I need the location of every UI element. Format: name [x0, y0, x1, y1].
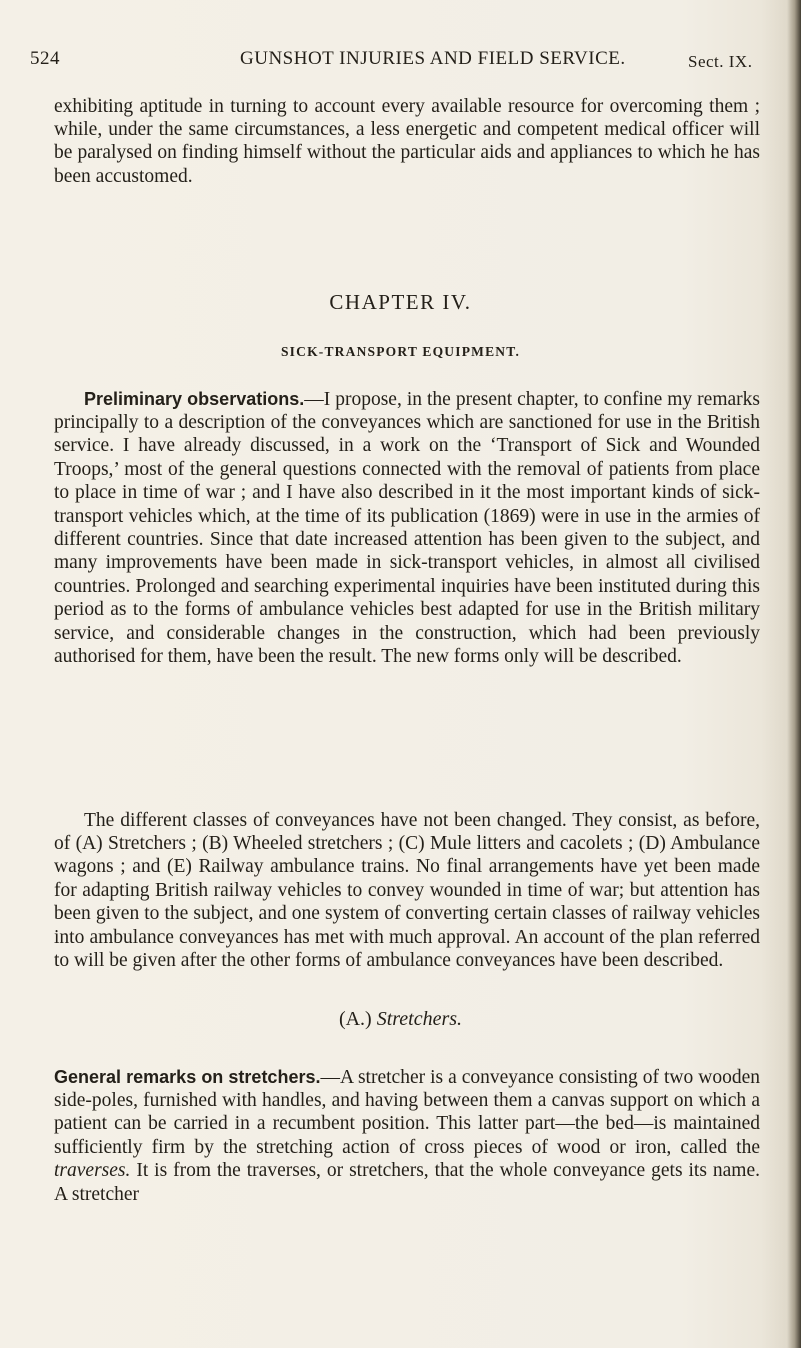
general-remarks-paragraph	[54, 1066, 760, 1206]
preliminary-body: —I propose, in the present chapter, to confine my remarks principally to a description of the conveyances which are sanctioned for use in the British service. I have already discussed, in a work on the ‘Transport of Sick and Wounded Troops,’ most of the general questions connected with the removal of patients from place to place in time of war ; and I have also described in it the most important kinds of sick-transport vehicles which, at the time of its publication (1869) were in use in the armies of different countries. Since that date increased attention has been given to the subject, and many improvements have been made in sick-transport vehicles, in almost all civilised countries. Prolonged and searching experimental inquiries have been instituted during this period as to the forms of ambulance vehicles best adapted for use in the British military service, and considerable changes in the construction, which had been previously authorised for them, have been the result. The new forms only will be described.	[54, 388, 760, 667]
general-remarks-term: traverses.	[54, 1160, 131, 1182]
section-reference: Sect. IX.	[688, 52, 753, 71]
classes-paragraph: The different classes of conveyances have not been changed. They consist, as before, of (A) Stretchers ; (B) Wheeled stretchers ; (C) Mule litters and cacolets ; (D) Ambulance wagons ; and (E) Railway ambulance trains. No final arrangements have yet been made for adapting British railway vehicles to convey wounded in time of war; but attention has been given to the subject, and one system of converting certain classes of railway vehicles into ambulance conveyances has met with much approval. An account of the plan referred to will be given after the other forms of ambulance conveyances have been described.	[54, 809, 760, 971]
chapter-title: CHAPTER IV.	[329, 290, 472, 314]
page-binding-edge	[787, 0, 801, 1348]
running-title: GUNSHOT INJURIES AND FIELD SERVICE.	[240, 48, 626, 69]
section-title: Stretchers.	[376, 1008, 463, 1030]
running-head	[30, 48, 790, 78]
section-heading-stretchers	[0, 1008, 801, 1031]
chapter-subtitle: SICK-TRANSPORT EQUIPMENT.	[280, 344, 521, 359]
preliminary-heading: Preliminary observations.	[84, 388, 305, 409]
preliminary-paragraph	[54, 388, 760, 669]
general-remarks-body-before: —A stretcher is a conveyance consisting of two wooden side-poles, furnished with handles, and having between them a canvas support on which a patient can be carried in a recumbent position. This latter part—the bed—is maintained sufficiently firm by the stretching action of cross pieces of wood or iron, called the	[54, 1066, 760, 1158]
section-label: (A.)	[338, 1008, 372, 1030]
general-remarks-heading: General remarks on stretchers.	[54, 1066, 321, 1087]
page-number: 524	[30, 48, 60, 69]
intro-paragraph: exhibiting aptitude in turning to account every available resource for overcoming them ; while, under the same circumstances, a less energetic and competent medical officer will be paralysed on finding himself without the particular aids and appliances to which he has been accustomed.	[54, 95, 760, 187]
general-remarks-body-after: It is from the traverses, or stretchers, that the whole conveyance gets its name. A stretcher	[54, 1160, 760, 1205]
